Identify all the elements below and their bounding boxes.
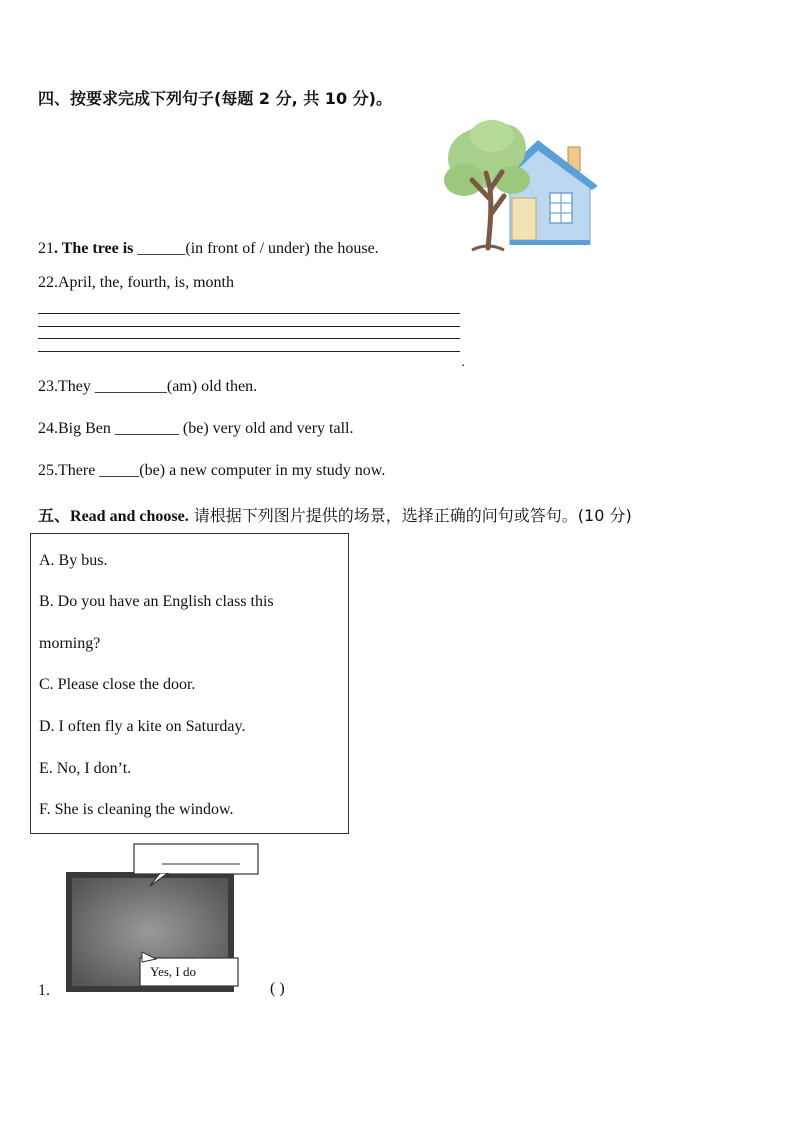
section5-heading-prefix: 五、 — [38, 506, 71, 525]
option-f: F. She is cleaning the window. — [39, 801, 234, 818]
answer-parentheses-1[interactable]: ( ) — [270, 980, 285, 997]
answer-line[interactable] — [38, 351, 460, 352]
option-b-continued: morning? — [39, 635, 101, 652]
section5-heading-en: Read and choose. — [70, 508, 189, 525]
question-text: .Big Ben ________ (be) very old and very tall. — [54, 420, 354, 437]
answer-line[interactable] — [38, 338, 460, 339]
question-number: 23 — [38, 378, 54, 395]
answer-line[interactable] — [38, 326, 460, 327]
options-box — [30, 533, 349, 834]
option-d: D. I often fly a kite on Saturday. — [39, 718, 246, 735]
question-text: .There _____(be) a new computer in my study now. — [54, 462, 386, 479]
question-number: 21 — [38, 240, 54, 257]
question-number: 22 — [38, 274, 54, 291]
question-hint: (in front of / under) the house. — [185, 240, 379, 257]
option-e: E. No, I don’t. — [39, 760, 132, 777]
answer-lines-q22[interactable] — [38, 313, 465, 370]
answer-blank[interactable]: ______ — [137, 240, 186, 257]
question-23 — [38, 378, 257, 396]
section4-heading: 四、按要求完成下列句子(每题 2 分, 共 10 分)。 — [38, 89, 392, 108]
question-22 — [38, 274, 234, 292]
question-25 — [38, 462, 385, 480]
tree-house-illustration — [442, 118, 602, 256]
question-21 — [38, 240, 379, 258]
section5-heading — [38, 503, 632, 526]
picture-question-1-number: 1. — [38, 982, 50, 999]
question-text: .April, the, fourth, is, month — [54, 274, 234, 291]
answer-line[interactable] — [38, 313, 460, 314]
question-text: . The tree is — [54, 240, 134, 257]
question-text: .They _________(am) old then. — [54, 378, 258, 395]
option-c: C. Please close the door. — [39, 676, 196, 693]
final-period: . — [461, 355, 465, 370]
option-b: B. Do you have an English class this — [39, 593, 274, 610]
question-24 — [38, 420, 354, 438]
section5-heading-cn: 请根据下列图片提供的场景，选择正确的问句或答句。(10 分) — [188, 506, 632, 525]
bubble-answer-text: Yes, I do — [150, 964, 196, 979]
question-number: 24 — [38, 420, 54, 437]
question-number: 25 — [38, 462, 54, 479]
option-a: A. By bus. — [39, 552, 108, 569]
